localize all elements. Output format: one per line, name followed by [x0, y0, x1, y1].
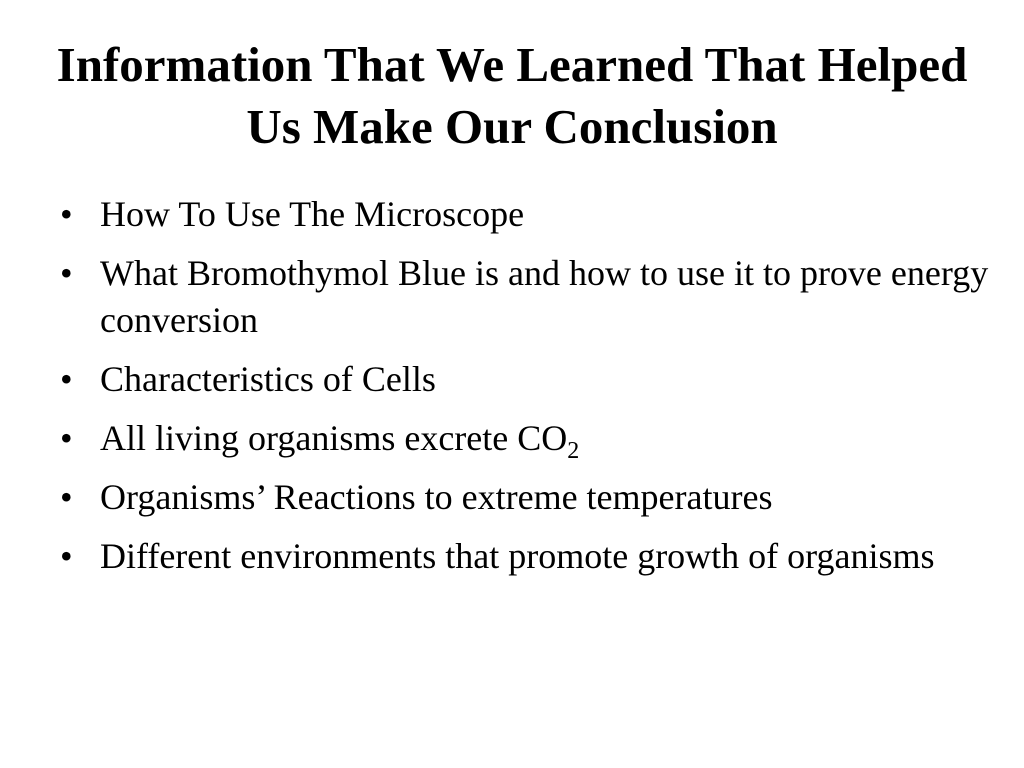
list-item-bromothymol-blue: [60, 250, 990, 344]
bullet-marker: •: [60, 194, 73, 234]
list-item-cells: [60, 356, 990, 403]
bullet-marker: •: [60, 477, 73, 517]
bullet-text: Organisms’ Reactions to extreme temperatures: [100, 477, 773, 517]
bullet-text: How To Use The Microscope: [100, 194, 525, 234]
bullet-marker: •: [60, 536, 73, 576]
list-item-co2: [60, 415, 990, 462]
slide-title: Information That We Learned That Helped Us Make Our Conclusion: [56, 37, 968, 154]
bullet-marker: •: [60, 359, 73, 399]
list-item-microscope: [60, 191, 990, 238]
list-item-environments: [60, 533, 990, 580]
bullet-marker: •: [60, 253, 73, 293]
bullet-text: All living organisms excrete CO: [100, 418, 568, 458]
bullet-list: [60, 191, 990, 580]
bullet-text: What Bromothymol Blue is and how to use it to prove energy conversion: [100, 253, 989, 340]
bullet-marker: •: [60, 418, 73, 458]
bullet-text: Different environments that promote growth of organisms: [100, 536, 935, 576]
co2-subscript: 2: [567, 438, 580, 464]
list-item-temperatures: [60, 474, 990, 521]
bullet-text: Characteristics of Cells: [100, 359, 436, 399]
